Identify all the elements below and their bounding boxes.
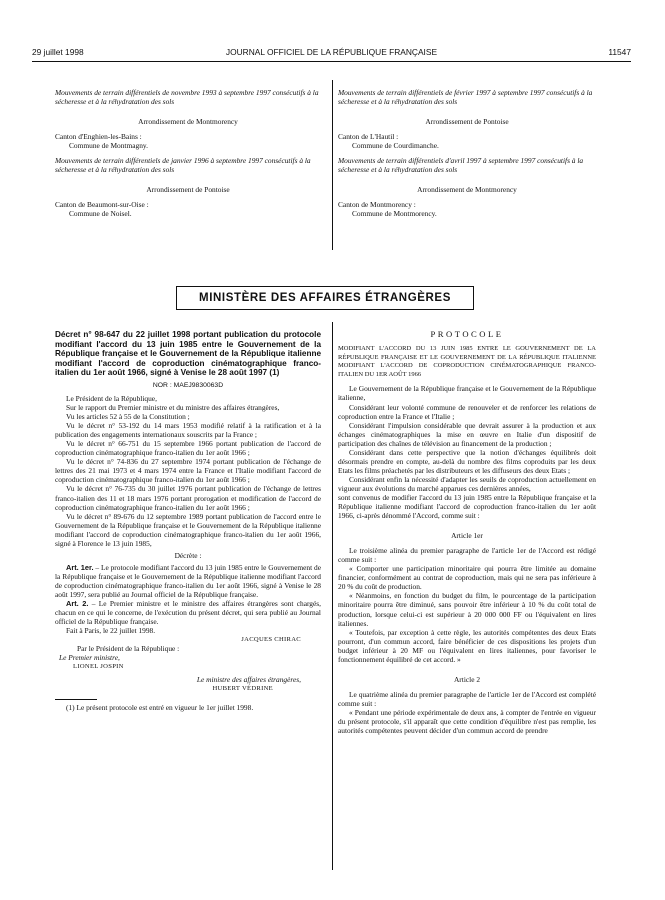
protocol-paragraph: « Néanmoins, en fonction du budget du film, le pourcentage de la participation minoritaire pourra être diminué, sans pouvoir être inférieur à 10 % du coût total de production, lorsque celui-ci est supérieur à 20 000 000 FF ou l'équivalent en lires italiennes.: [338, 591, 596, 628]
article-1-heading: Article 1er: [451, 531, 483, 541]
vu-clause: Vu le décret n° 74-836 du 27 septembre 1974 portant publication de l'échange de lettres des 21 mai 1973 et 4 mars 1974 entre la France et l'Italie modifiant l'accord de coproduction cinématographique franco-italien du 1er août 1966 ;: [55, 457, 321, 485]
article-2: [55, 599, 321, 626]
lower-column-divider: [332, 322, 333, 870]
arrondissement-heading: Arrondissement de Montmorency: [417, 185, 517, 195]
article-1: [55, 563, 321, 599]
nor-reference: NOR : MAEJ9830063D: [152, 381, 224, 389]
arrondissement-heading: Arrondissement de Pontoise: [146, 185, 230, 195]
protocol-paragraph: Le quatrième alinéa du premier paragraphe de l'article 1er de l'Accord est complété comme suit :: [338, 689, 596, 708]
commune-label: Commune de Montmagny.: [69, 141, 148, 151]
minister-title: Le ministre des affaires étrangères,: [196, 675, 301, 685]
pm-title: Le Premier ministre,: [59, 653, 120, 663]
top-right-column: [338, 88, 596, 218]
ministry-heading-box: [176, 286, 474, 310]
decree-column: [55, 330, 321, 712]
terrain-paragraph: Mouvements de terrain différentiels de novembre 1993 à septembre 1997 consécutifs à la sécheresse et à la réhydratation des sols: [55, 88, 319, 107]
par-president: Par le Président de la République :: [77, 644, 180, 654]
place-date: Fait à Paris, le 22 juillet 1998.: [66, 626, 156, 636]
decree-intro: Le Président de la République,: [66, 394, 157, 404]
arrondissement-heading: Arrondissement de Montmorency: [138, 117, 238, 127]
protocol-paragraph: « Comporter une participation minoritaire qui pourra être limitée au domaine financier, conformément au contrat de coproduction, mais qui ne sera pas inférieure à 20 % du coût de production.: [338, 564, 596, 592]
vu-clause: Vu le décret n° 53-192 du 14 mars 1953 modifié relatif à la ratification et à la publication des engagements internationaux souscrits par la France ;: [55, 421, 321, 440]
vu-clause: Vu le décret n° 89-676 du 12 septembre 1989 portant publication de l'accord entre le Gouvernement de la République française et le Gouvernement de la République italienne modifiant l'accord de coproduction cinématographique franco-italien du 1er août 1966, signé à Florence le 13 juin 1985,: [55, 511, 321, 548]
protocol-column: [338, 330, 596, 735]
protocol-paragraph: Considérant leur volonté commune de renouveler et de renforcer les relations de coproduction entre la France et l'Italie ;: [338, 402, 596, 421]
arrondissement-heading: Arrondissement de Pontoise: [425, 117, 509, 127]
protocol-paragraph: Considérant enfin la nécessité d'adapter les seuils de coproduction actuellement en vigueur aux évolutions du marché apparues ces dernières années,: [338, 474, 596, 493]
article-2-heading: Article 2: [453, 674, 481, 684]
footnote: (1) Le présent protocole est entré en vigueur le 1er juillet 1998.: [66, 702, 254, 712]
pm-name: LIONEL JOSPIN: [73, 663, 124, 671]
article-1-label: Art. 1er.: [66, 562, 94, 572]
terrain-paragraph: Mouvements de terrain différentiels de février 1997 à septembre 1997 consécutifs à la sécheresse et à la réhydratation des sols: [338, 88, 593, 107]
protocol-agreed: sont convenus de modifier l'accord du 13 juin 1985 entre la République française et la République italienne modifiant l'accord de coproduction franco-italien du 1er août 1966, ci-après dénommé l'Accord, comme suit :: [338, 492, 596, 521]
protocol-paragraph: Le troisième alinéa du premier paragraphe de l'article 1er de l'Accord est rédigé comme suit :: [338, 546, 596, 565]
minister-name: HUBERT VÉDRINE: [212, 685, 273, 693]
commune-label: Commune de Courdimanche.: [352, 141, 439, 151]
commune-label: Commune de Noisel.: [69, 209, 132, 219]
header-date: 29 juillet 1998: [32, 47, 84, 57]
canton-label: Canton de Montmorency :: [338, 200, 416, 210]
footnote-rule: [55, 699, 97, 700]
top-column-divider: [332, 80, 333, 250]
header-journal-title: JOURNAL OFFICIEL DE LA RÉPUBLIQUE FRANÇAISE: [225, 47, 438, 57]
protocol-paragraph: Considérant l'impulsion considérable que devrait assurer à la production et aux échanges cinématographiques la mise en œuvre en Italie d'un dispositif de participation des chaînes de télévision au financement de la production ;: [338, 420, 596, 448]
commune-label: Commune de Montmorency.: [352, 209, 437, 219]
canton-label: Canton de Beaumont-sur-Oise :: [55, 200, 149, 210]
decrete-label: Décrète :: [174, 550, 202, 560]
header-rule: [32, 61, 631, 62]
protocol-paragraph: Considérant dans cette perspective que la notion d'échanges équilibrés doit désormais prendre en compte, au-delà du nombre des films coproduits par les deux Etats les films préachetés par les distributeurs et les diffuseurs des deux Etats ;: [338, 447, 596, 475]
ministry-heading: MINISTÈRE DES AFFAIRES ÉTRANGÈRES: [199, 292, 451, 304]
vu-clause: Vu le décret n° 66-751 du 15 septembre 1966 portant publication de l'accord de coproduction cinématographique franco-italien du 1er août 1966 ;: [55, 439, 321, 458]
top-left-column: [55, 88, 321, 218]
canton-label: Canton de L'Hautil :: [338, 132, 399, 142]
protocol-subtitle: MODIFIANT L'ACCORD DU 13 JUIN 1985 ENTRE LE GOUVERNEMENT DE LA RÉPUBLIQUE FRANÇAISE ET LE GOUVERNEMENT DE LA RÉPUBLIQUE ITALIENNE MODIFIANT L'ACCORD DE COPRODUCTION CINÉMATOGRAPHIQUE FRANCO-ITALIEN DU 1ER AOÛT 1966: [338, 345, 596, 378]
protocol-paragraph: Le Gouvernement de la République française et le Gouvernement de la République italienne,: [338, 384, 596, 403]
canton-label: Canton d'Enghien-les-Bains :: [55, 132, 142, 142]
article-2-label: Art. 2.: [66, 599, 89, 609]
protocol-paragraph: « Toutefois, par exception à cette règle, les autorités compétentes des deux Etats pourront, d'un commun accord, faire bénéficier de ces dispositions les projets d'un budget inférieur à 20 MF ou l'équivalent en lires italiennes, pour favoriser le fonctionnement équilibré de cet accord. »: [338, 627, 596, 664]
protocol-heading: PROTOCOLE: [430, 329, 504, 339]
decree-intro: Sur le rapport du Premier ministre et du ministre des affaires étrangères,: [66, 403, 280, 413]
article-1-text: – Le protocole modifiant l'accord du 13 juin 1985 entre le Gouvernement de la République française et le Gouvernement de la République italienne modifiant l'accord de coproduction cinématographique franco-italien du 1er août 1966, signé à Venise le 28 août 1997, sera publié au Journal officiel de la République française.: [55, 562, 321, 599]
president-signature: JACQUES CHIRAC: [241, 636, 301, 644]
terrain-paragraph: Mouvements de terrain différentiels de janvier 1996 à septembre 1997 consécutifs à la sécheresse et à la réhydratation des sols: [55, 156, 311, 175]
decree-title: Décret n° 98-647 du 22 juillet 1998 portant publication du protocole modifiant l'accord du 13 juin 1985 entre le Gouvernement de la République française et le Gouvernement de la République italienne modifiant l'accord de coproduction cinématographique franco-italien du 1er août 1966, signé à Venise le 28 août 1997 (1): [55, 330, 321, 378]
vu-clause: Vu le décret n° 76-735 du 30 juillet 1976 portant publication de l'échange de lettres franco-italien des 11 et 18 mars 1976 portant prorogation et modification de l'accord de coproduction cinématographique franco-italien du 1er août 1966 ;: [55, 484, 321, 512]
vu-clause: Vu les articles 52 à 55 de la Constitution ;: [66, 412, 190, 422]
protocol-paragraph: « Pendant une période expérimentale de deux ans, à compter de l'entrée en vigueur du présent protocole, s'il apparaît que cette condition d'équilibre n'est pas remplie, les autorités compétentes peuvent décider d'un commun accord de prendre: [338, 707, 596, 736]
terrain-paragraph: Mouvements de terrain différentiels d'avril 1997 à septembre 1997 consécutifs à la sécheresse et à la réhydratation des sols: [338, 156, 584, 175]
article-2-text: – Le Premier ministre et le ministre des affaires étrangères sont chargés, chacun en ce qui le concerne, de l'exécution du présent décret, qui sera publié au Journal officiel de la République française.: [55, 599, 321, 627]
page-header: [32, 47, 631, 59]
header-page-number: 11547: [608, 47, 631, 57]
